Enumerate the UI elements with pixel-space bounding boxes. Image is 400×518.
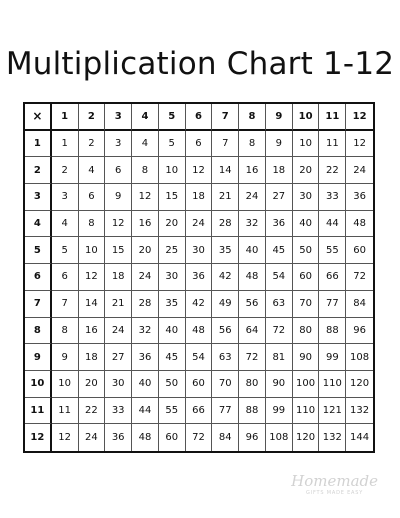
product-cell: 18	[186, 184, 213, 211]
row-header: 1	[25, 131, 52, 158]
column-header: 7	[212, 104, 239, 131]
product-cell: 132	[319, 424, 346, 451]
product-cell: 45	[159, 344, 186, 371]
product-cell: 80	[239, 371, 266, 398]
product-cell: 22	[79, 398, 106, 425]
product-cell: 28	[212, 211, 239, 238]
row-header: 4	[25, 211, 52, 238]
column-header: 6	[186, 104, 213, 131]
product-cell: 33	[319, 184, 346, 211]
column-header: 5	[159, 104, 186, 131]
product-cell: 42	[186, 291, 213, 318]
product-cell: 44	[132, 398, 159, 425]
product-cell: 6	[79, 184, 106, 211]
product-cell: 9	[105, 184, 132, 211]
product-cell: 60	[346, 237, 373, 264]
column-header: 3	[105, 104, 132, 131]
product-cell: 8	[239, 131, 266, 158]
watermark-sub-text: GIFTS MADE EASY	[306, 490, 364, 496]
product-cell: 20	[132, 237, 159, 264]
row-header: 12	[25, 424, 52, 451]
row-header: 8	[25, 318, 52, 345]
product-cell: 77	[212, 398, 239, 425]
product-cell: 14	[79, 291, 106, 318]
product-cell: 120	[346, 371, 373, 398]
product-cell: 32	[132, 318, 159, 345]
product-cell: 9	[52, 344, 79, 371]
product-cell: 35	[159, 291, 186, 318]
product-cell: 40	[239, 237, 266, 264]
product-cell: 1	[52, 131, 79, 158]
product-cell: 54	[266, 264, 293, 291]
product-cell: 72	[346, 264, 373, 291]
product-cell: 70	[293, 291, 320, 318]
product-cell: 14	[212, 157, 239, 184]
product-cell: 8	[52, 318, 79, 345]
product-cell: 2	[79, 131, 106, 158]
product-cell: 12	[186, 157, 213, 184]
row-header: 11	[25, 398, 52, 425]
product-cell: 144	[350, 432, 370, 444]
product-cell: 12	[346, 131, 373, 158]
product-cell: 50	[159, 371, 186, 398]
product-cell: 48	[239, 264, 266, 291]
product-cell: 84	[346, 291, 373, 318]
product-cell: 70	[212, 371, 239, 398]
column-header: 8	[239, 104, 266, 131]
product-cell: 66	[186, 398, 213, 425]
product-cell: 24	[105, 318, 132, 345]
product-cell: 60	[159, 424, 186, 451]
product-cell: 12	[79, 264, 106, 291]
product-cell: 6	[186, 131, 213, 158]
column-header: 1	[52, 104, 79, 131]
column-header: 9	[266, 104, 293, 131]
product-cell: 40	[293, 211, 320, 238]
product-cell: 9	[266, 131, 293, 158]
product-cell: 24	[239, 184, 266, 211]
row-header: 10	[25, 371, 52, 398]
product-cell: 96	[239, 424, 266, 451]
product-cell: 99	[319, 344, 346, 371]
product-cell: 24	[132, 264, 159, 291]
product-cell: 96	[346, 318, 373, 345]
product-cell: 88	[319, 318, 346, 345]
product-cell: 50	[293, 237, 320, 264]
product-cell: 10	[79, 237, 106, 264]
watermark-main-text: Homemade	[291, 472, 378, 490]
product-cell: 36	[132, 344, 159, 371]
product-cell: 6	[52, 264, 79, 291]
product-cell: 6	[105, 157, 132, 184]
column-header: 11	[319, 104, 346, 131]
corner-times-symbol: ×	[25, 104, 52, 131]
product-cell: 54	[186, 344, 213, 371]
product-cell: 48	[132, 424, 159, 451]
product-cell: 18	[266, 157, 293, 184]
product-cell: 36	[105, 424, 132, 451]
row-header: 9	[25, 344, 52, 371]
product-cell: 30	[293, 184, 320, 211]
product-cell: 28	[132, 291, 159, 318]
product-cell: 21	[212, 184, 239, 211]
product-cell: 100	[293, 371, 320, 398]
product-cell: 36	[186, 264, 213, 291]
product-cell: 22	[319, 157, 346, 184]
watermark-logo	[291, 474, 378, 496]
product-cell: 72	[239, 344, 266, 371]
column-header: 10	[293, 104, 320, 131]
product-cell: 56	[212, 318, 239, 345]
product-cell: 5	[52, 237, 79, 264]
product-cell: 8	[132, 157, 159, 184]
product-cell: 8	[79, 211, 106, 238]
product-cell: 80	[293, 318, 320, 345]
product-cell: 56	[239, 291, 266, 318]
product-cell: 3	[52, 184, 79, 211]
product-cell: 4	[132, 131, 159, 158]
product-cell: 60	[186, 371, 213, 398]
product-cell: 7	[212, 131, 239, 158]
product-cell: 12	[105, 211, 132, 238]
row-header: 2	[25, 157, 52, 184]
product-cell: 60	[293, 264, 320, 291]
product-cell: 27	[266, 184, 293, 211]
product-cell: 63	[212, 344, 239, 371]
product-cell: 16	[79, 318, 106, 345]
product-cell: 48	[346, 211, 373, 238]
row-header: 3	[25, 184, 52, 211]
product-cell: 3	[105, 131, 132, 158]
column-header: 2	[79, 104, 106, 131]
product-cell: 11	[52, 398, 79, 425]
product-cell: 121	[319, 398, 346, 425]
product-cell: 12	[52, 424, 79, 451]
product-cell: 16	[239, 157, 266, 184]
product-cell: 2	[52, 157, 79, 184]
product-cell: 20	[159, 211, 186, 238]
product-cell: 99	[266, 398, 293, 425]
product-cell: 10	[159, 157, 186, 184]
page-title: Multiplication Chart 1-12	[5, 46, 395, 82]
product-cell: 66	[319, 264, 346, 291]
product-cell: 24	[346, 157, 373, 184]
product-cell: 132	[346, 398, 373, 425]
product-cell: 45	[266, 237, 293, 264]
product-cell: 27	[105, 344, 132, 371]
product-cell: 36	[346, 184, 373, 211]
product-cell: 16	[132, 211, 159, 238]
product-cell: 49	[212, 291, 239, 318]
product-cell: 15	[105, 237, 132, 264]
product-cell: 18	[79, 344, 106, 371]
product-cell: 18	[105, 264, 132, 291]
product-cell: 63	[266, 291, 293, 318]
product-cell: 4	[79, 157, 106, 184]
product-cell: 108	[266, 424, 293, 451]
product-cell: 12	[132, 184, 159, 211]
product-cell: 72	[186, 424, 213, 451]
product-cell: 40	[132, 371, 159, 398]
product-cell: 110	[319, 371, 346, 398]
product-cell: 4	[52, 211, 79, 238]
product-cell: 84	[212, 424, 239, 451]
product-cell: 30	[159, 264, 186, 291]
product-cell: 55	[319, 237, 346, 264]
column-header: 12	[346, 104, 373, 131]
product-cell: 48	[186, 318, 213, 345]
product-cell: 32	[239, 211, 266, 238]
product-cell: 24	[186, 211, 213, 238]
product-cell: 21	[105, 291, 132, 318]
product-cell: 15	[159, 184, 186, 211]
product-cell: 90	[293, 344, 320, 371]
product-cell: 5	[159, 131, 186, 158]
product-cell: 10	[293, 131, 320, 158]
product-cell: 20	[79, 371, 106, 398]
column-header: 4	[132, 104, 159, 131]
product-cell: 20	[293, 157, 320, 184]
product-cell: 120	[293, 424, 320, 451]
product-cell: 88	[239, 398, 266, 425]
product-cell: 42	[212, 264, 239, 291]
product-cell: 64	[239, 318, 266, 345]
product-cell: 90	[266, 371, 293, 398]
product-cell: 30	[105, 371, 132, 398]
product-cell: 40	[159, 318, 186, 345]
row-header: 6	[25, 264, 52, 291]
product-cell: 25	[159, 237, 186, 264]
product-cell: 30	[186, 237, 213, 264]
product-cell: 7	[52, 291, 79, 318]
multiplication-table	[23, 102, 375, 453]
product-cell: 10	[52, 371, 79, 398]
row-header: 7	[25, 291, 52, 318]
product-cell: 33	[105, 398, 132, 425]
product-cell: 11	[319, 131, 346, 158]
product-cell: 24	[79, 424, 106, 451]
product-cell: 55	[159, 398, 186, 425]
product-cell: 77	[319, 291, 346, 318]
product-cell: 44	[319, 211, 346, 238]
row-header: 5	[25, 237, 52, 264]
product-cell: 110	[293, 398, 320, 425]
product-cell: 108	[346, 344, 373, 371]
product-cell: 72	[266, 318, 293, 345]
product-cell: 35	[212, 237, 239, 264]
product-cell: 36	[266, 211, 293, 238]
product-cell: 81	[266, 344, 293, 371]
